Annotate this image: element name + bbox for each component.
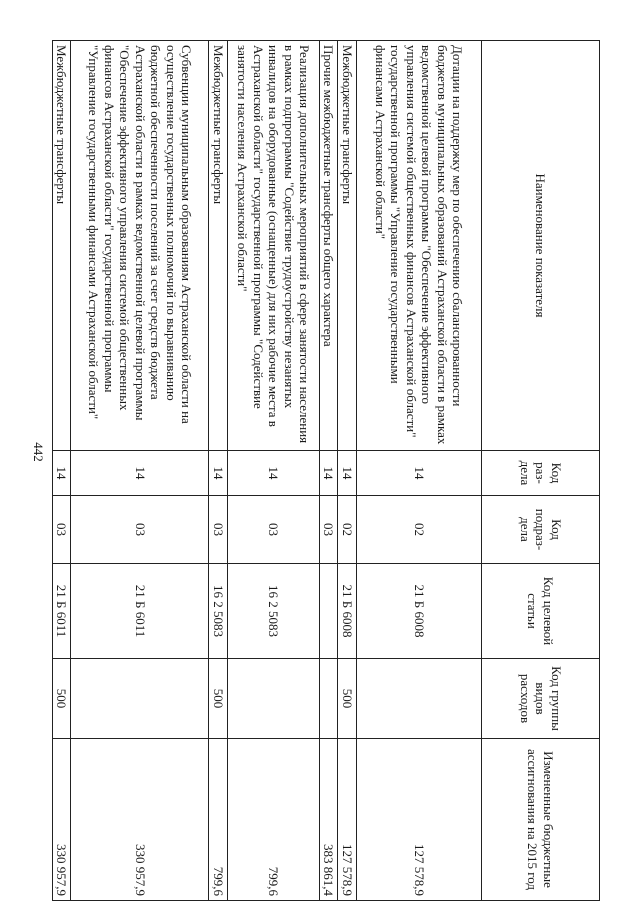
header-podrazdel: Код подраз-дела xyxy=(482,496,600,564)
header-amount: Измененные бюджетные ассигнования на 2015 год xyxy=(482,739,600,901)
header-razdel: Код раз-дела xyxy=(482,451,600,496)
cell-amount: 330 957,9 xyxy=(71,739,209,901)
cell-razdel: 14 xyxy=(53,451,72,496)
cell-podrazdel: 02 xyxy=(338,496,357,564)
cell-statya: 21 Б 6011 xyxy=(71,564,209,659)
cell-razdel: 14 xyxy=(357,451,482,496)
cell-razdel: 14 xyxy=(71,451,209,496)
cell-razdel: 14 xyxy=(320,451,339,496)
cell-name: Прочие межбюджетные трансферты общего характера xyxy=(320,41,339,451)
cell-statya: 21 Б 6011 xyxy=(53,564,72,659)
cell-amount: 127 578,9 xyxy=(338,739,357,901)
cell-vid xyxy=(357,659,482,739)
cell-vid: 500 xyxy=(338,659,357,739)
table-row xyxy=(320,41,339,901)
cell-vid: 500 xyxy=(53,659,72,739)
cell-name: Субвенции муниципальным образованиям Астраханской области на осуществление государственных полномочий по выравниванию бюджетной обеспеченности поселений за счет средств бюджета Астраханской области в рамках ведомственной целевой программы "Обеспечение эффективного управления системой общественных финансов Астраханской области" государственной программы "Управление государственными финансами Астраханской области" xyxy=(71,41,209,451)
table-row xyxy=(53,41,72,901)
cell-razdel: 14 xyxy=(228,451,320,496)
page-number: 442 xyxy=(31,442,46,462)
cell-statya: 21 Б 6008 xyxy=(357,564,482,659)
cell-name: Межбюджетные трансферты xyxy=(53,41,72,451)
cell-amount: 330 957,9 xyxy=(53,739,72,901)
cell-vid: 500 xyxy=(209,659,228,739)
cell-name: Дотации на поддержку мер по обеспечению сбалансированности бюджетов муниципальных образований Астраханской области в рамках ведомственной целевой программы "Обеспечение эффективного управления системой общественных финансов Астраханской области" государственной программы "Управление государственными финансами Астраханской области" xyxy=(357,41,482,451)
cell-vid xyxy=(320,659,339,739)
cell-podrazdel: 03 xyxy=(228,496,320,564)
cell-amount: 383 861,4 xyxy=(320,739,339,901)
rotated-table-container xyxy=(54,40,600,900)
cell-podrazdel: 03 xyxy=(209,496,228,564)
table-row xyxy=(71,41,209,901)
table-row xyxy=(338,41,357,901)
table-header-row xyxy=(482,41,600,901)
cell-name: Межбюджетные трансферты xyxy=(338,41,357,451)
table-row xyxy=(357,41,482,901)
cell-vid xyxy=(71,659,209,739)
cell-razdel: 14 xyxy=(209,451,228,496)
cell-razdel: 14 xyxy=(338,451,357,496)
cell-name: Межбюджетные трансферты xyxy=(209,41,228,451)
cell-statya: 16 2 5083 xyxy=(228,564,320,659)
cell-statya: 16 2 5083 xyxy=(209,564,228,659)
cell-name: Реализация дополнительных мероприятий в сфере занятости населения в рамках подпрограммы "Содействие трудоустройству незанятых инвалидов на оборудованные (оснащенные) для них рабочие места в Астраханской области" государственной программы "Содействие занятости населения Астраханской области" xyxy=(228,41,320,451)
cell-podrazdel: 03 xyxy=(320,496,339,564)
table-row xyxy=(209,41,228,901)
cell-amount: 799,6 xyxy=(209,739,228,901)
header-statya: Код целевой статьи xyxy=(482,564,600,659)
cell-podrazdel: 03 xyxy=(71,496,209,564)
budget-table xyxy=(52,40,600,901)
cell-amount: 127 578,9 xyxy=(357,739,482,901)
header-name: Наименование показателя xyxy=(482,41,600,451)
table-row xyxy=(228,41,320,901)
cell-podrazdel: 02 xyxy=(357,496,482,564)
cell-vid xyxy=(228,659,320,739)
header-vid: Код группы видов расходов xyxy=(482,659,600,739)
cell-amount: 799,6 xyxy=(228,739,320,901)
cell-statya: 21 Б 6008 xyxy=(338,564,357,659)
cell-podrazdel: 03 xyxy=(53,496,72,564)
cell-statya xyxy=(320,564,339,659)
